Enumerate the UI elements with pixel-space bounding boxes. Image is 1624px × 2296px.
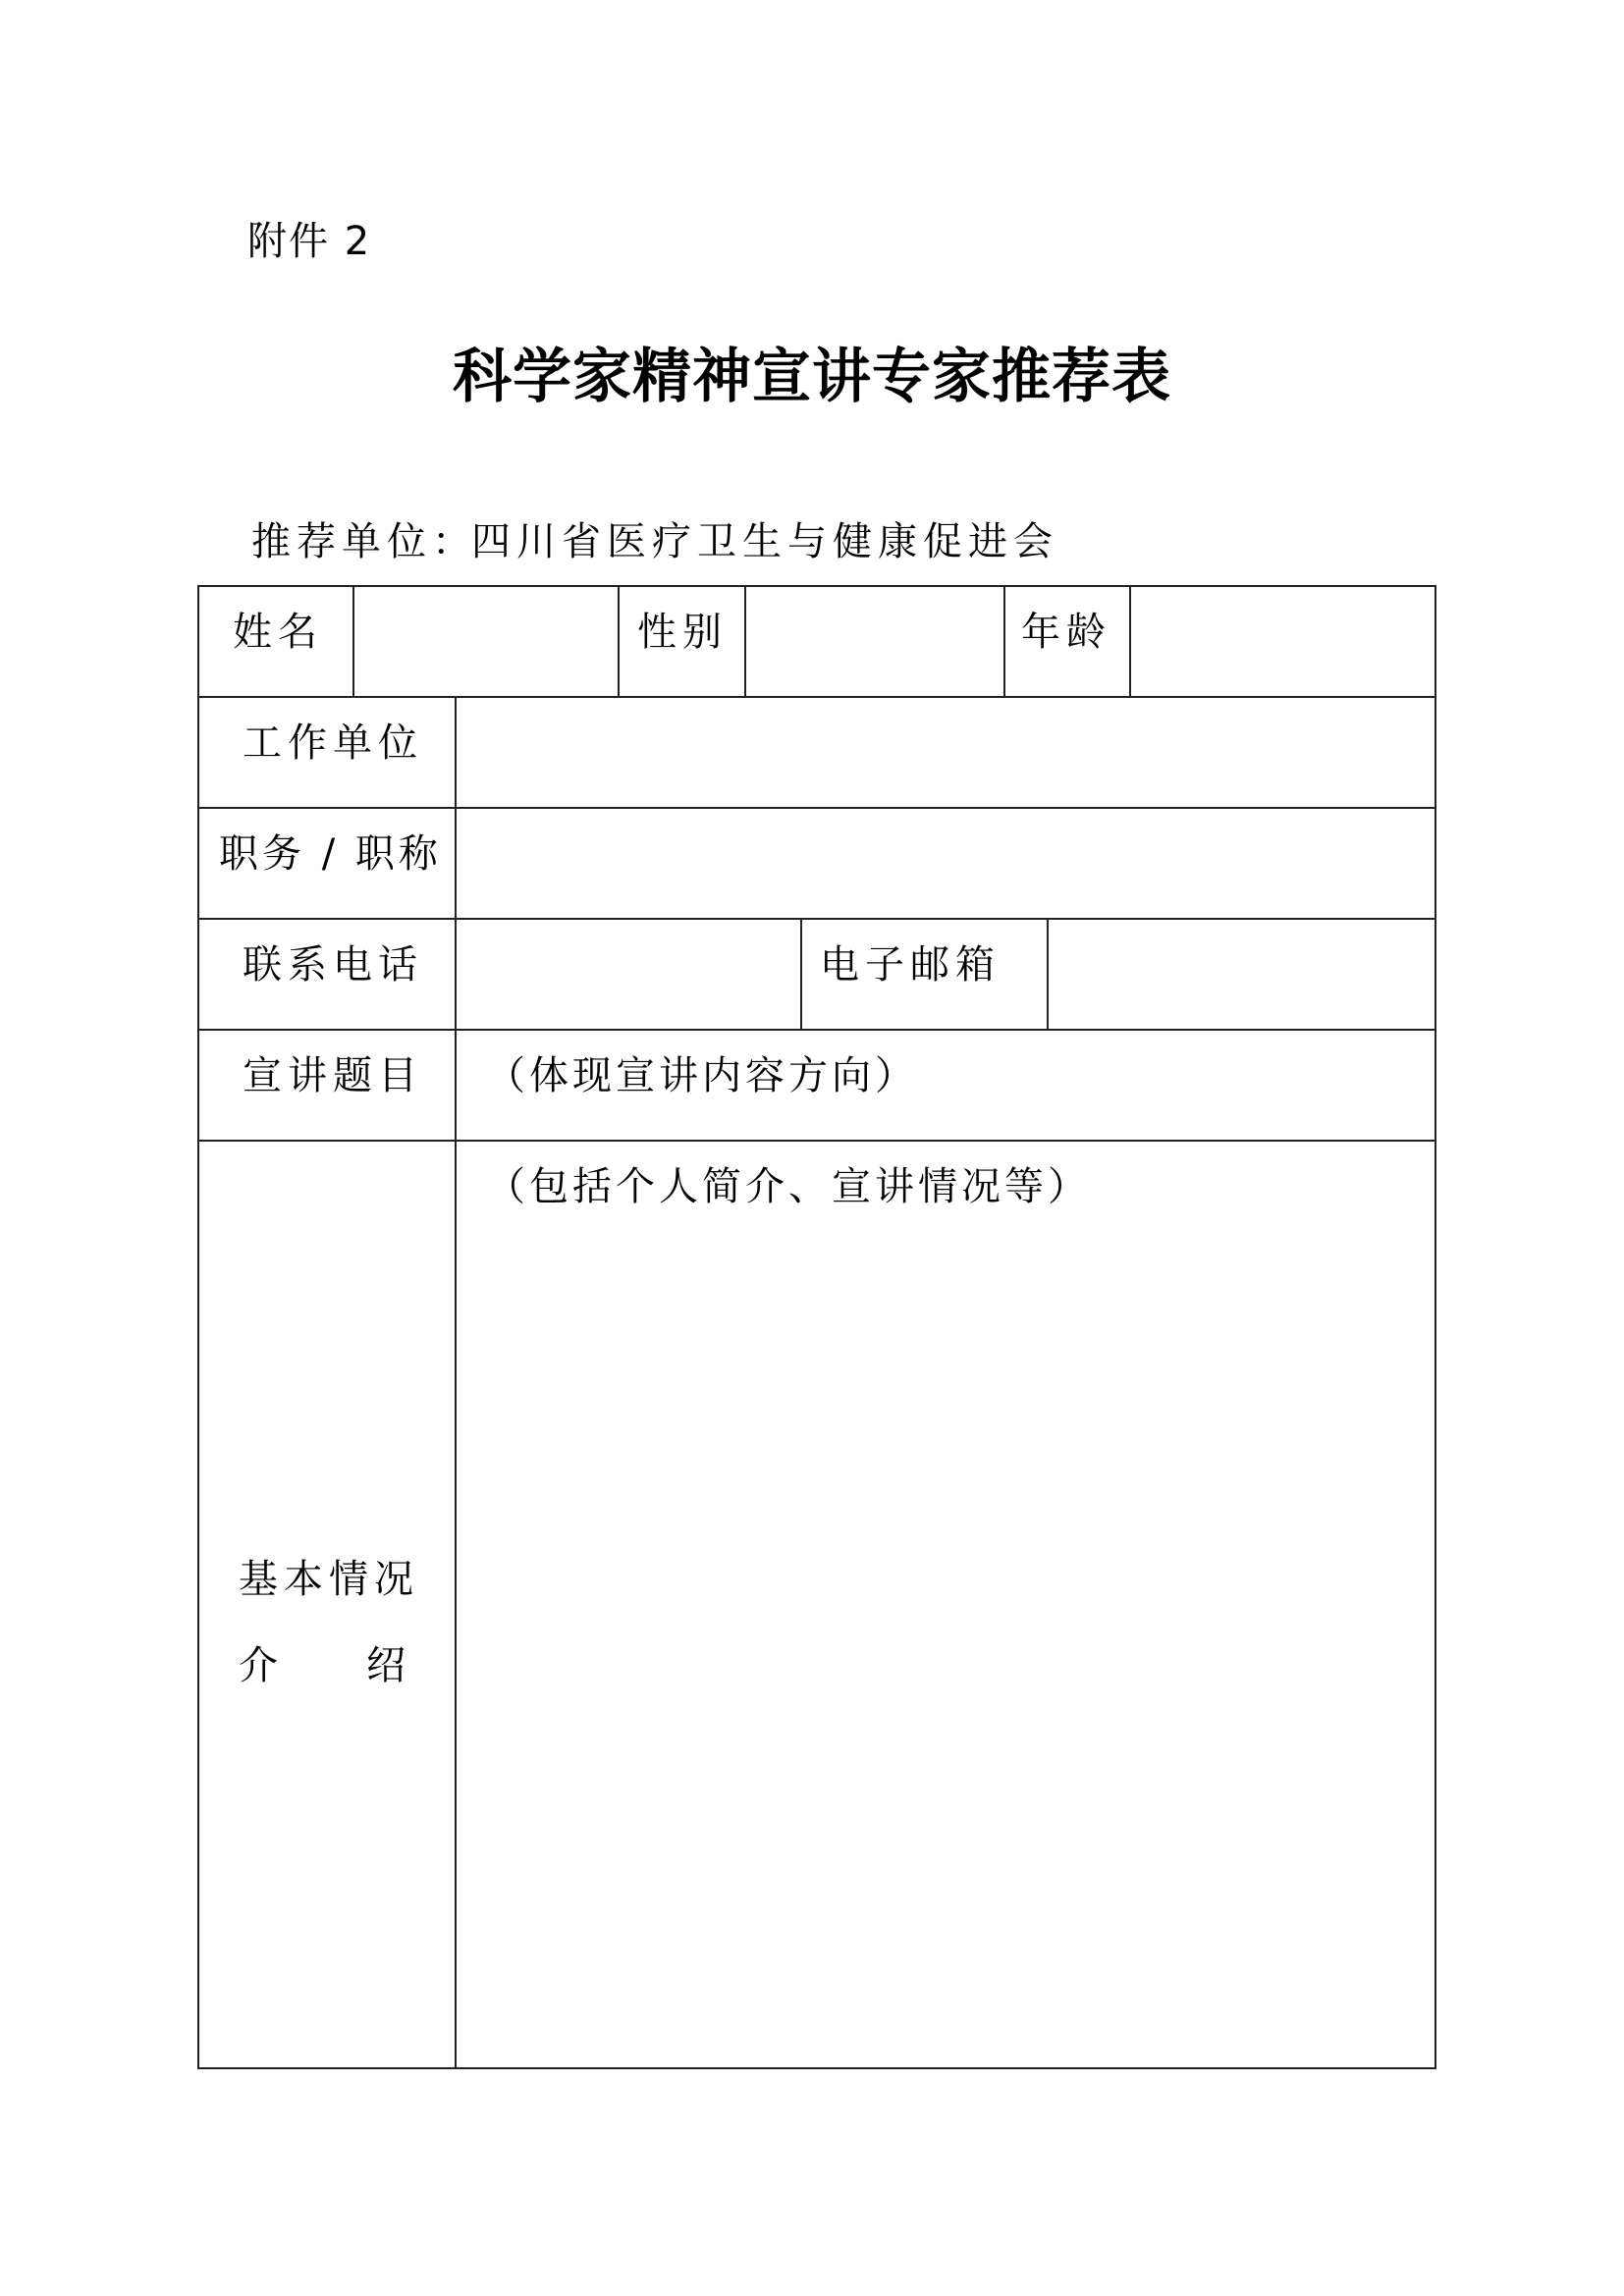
row-workplace xyxy=(199,698,1435,809)
bio-label xyxy=(239,1536,419,1709)
recommendation-form-table xyxy=(197,585,1436,2069)
bio-label-line1: 基本情况 xyxy=(239,1557,419,1602)
bio-label-line2-char1: 介 xyxy=(239,1643,284,1688)
position-field[interactable] xyxy=(457,809,1435,918)
form-title: 科学家精神宣讲专家推荐表 xyxy=(453,343,1171,411)
topic-field[interactable] xyxy=(457,1031,1435,1140)
bio-label-line2 xyxy=(239,1623,411,1709)
position-label: 职务 / 职称 xyxy=(219,831,442,877)
bio-label-cell xyxy=(199,1142,457,2067)
age-label-cell xyxy=(1005,587,1131,696)
recommender-separator: ： xyxy=(432,519,471,564)
phone-field[interactable] xyxy=(457,920,802,1029)
workplace-label-cell xyxy=(199,698,457,807)
topic-hint: （体现宣讲内容方向） xyxy=(486,1053,918,1098)
topic-label: 宣讲题目 xyxy=(243,1053,423,1098)
email-label-cell xyxy=(802,920,1049,1029)
gender-field[interactable] xyxy=(746,587,1005,696)
email-label: 电子邮箱 xyxy=(820,942,1001,988)
position-label-cell xyxy=(199,809,457,918)
topic-label-cell xyxy=(199,1031,457,1140)
workplace-label: 工作单位 xyxy=(243,721,423,766)
recommender-line xyxy=(251,514,1058,569)
phone-label: 联系电话 xyxy=(243,942,423,988)
bio-field[interactable] xyxy=(457,1142,1435,2067)
bio-hint: （包括个人简介、宣讲情况等） xyxy=(486,1164,1091,1209)
name-field[interactable] xyxy=(354,587,620,696)
name-label: 姓名 xyxy=(233,610,323,655)
row-biography xyxy=(199,1142,1435,2067)
phone-label-cell xyxy=(199,920,457,1029)
age-label: 年龄 xyxy=(1021,610,1111,655)
row-contact xyxy=(199,920,1435,1031)
bio-label-line2-char2: 绍 xyxy=(366,1643,411,1688)
workplace-field[interactable] xyxy=(457,698,1435,807)
age-field[interactable] xyxy=(1131,587,1435,696)
attachment-label: 附件 2 xyxy=(247,219,372,264)
recommender-value: 四川省医疗卫生与健康促进会 xyxy=(471,519,1058,564)
gender-label-cell xyxy=(620,587,746,696)
row-basic-info xyxy=(199,587,1435,698)
row-topic xyxy=(199,1031,1435,1142)
recommender-label: 推荐单位 xyxy=(251,519,432,564)
gender-label: 性别 xyxy=(637,610,728,655)
name-label-cell xyxy=(199,587,354,696)
row-position xyxy=(199,809,1435,920)
email-field[interactable] xyxy=(1049,920,1435,1029)
